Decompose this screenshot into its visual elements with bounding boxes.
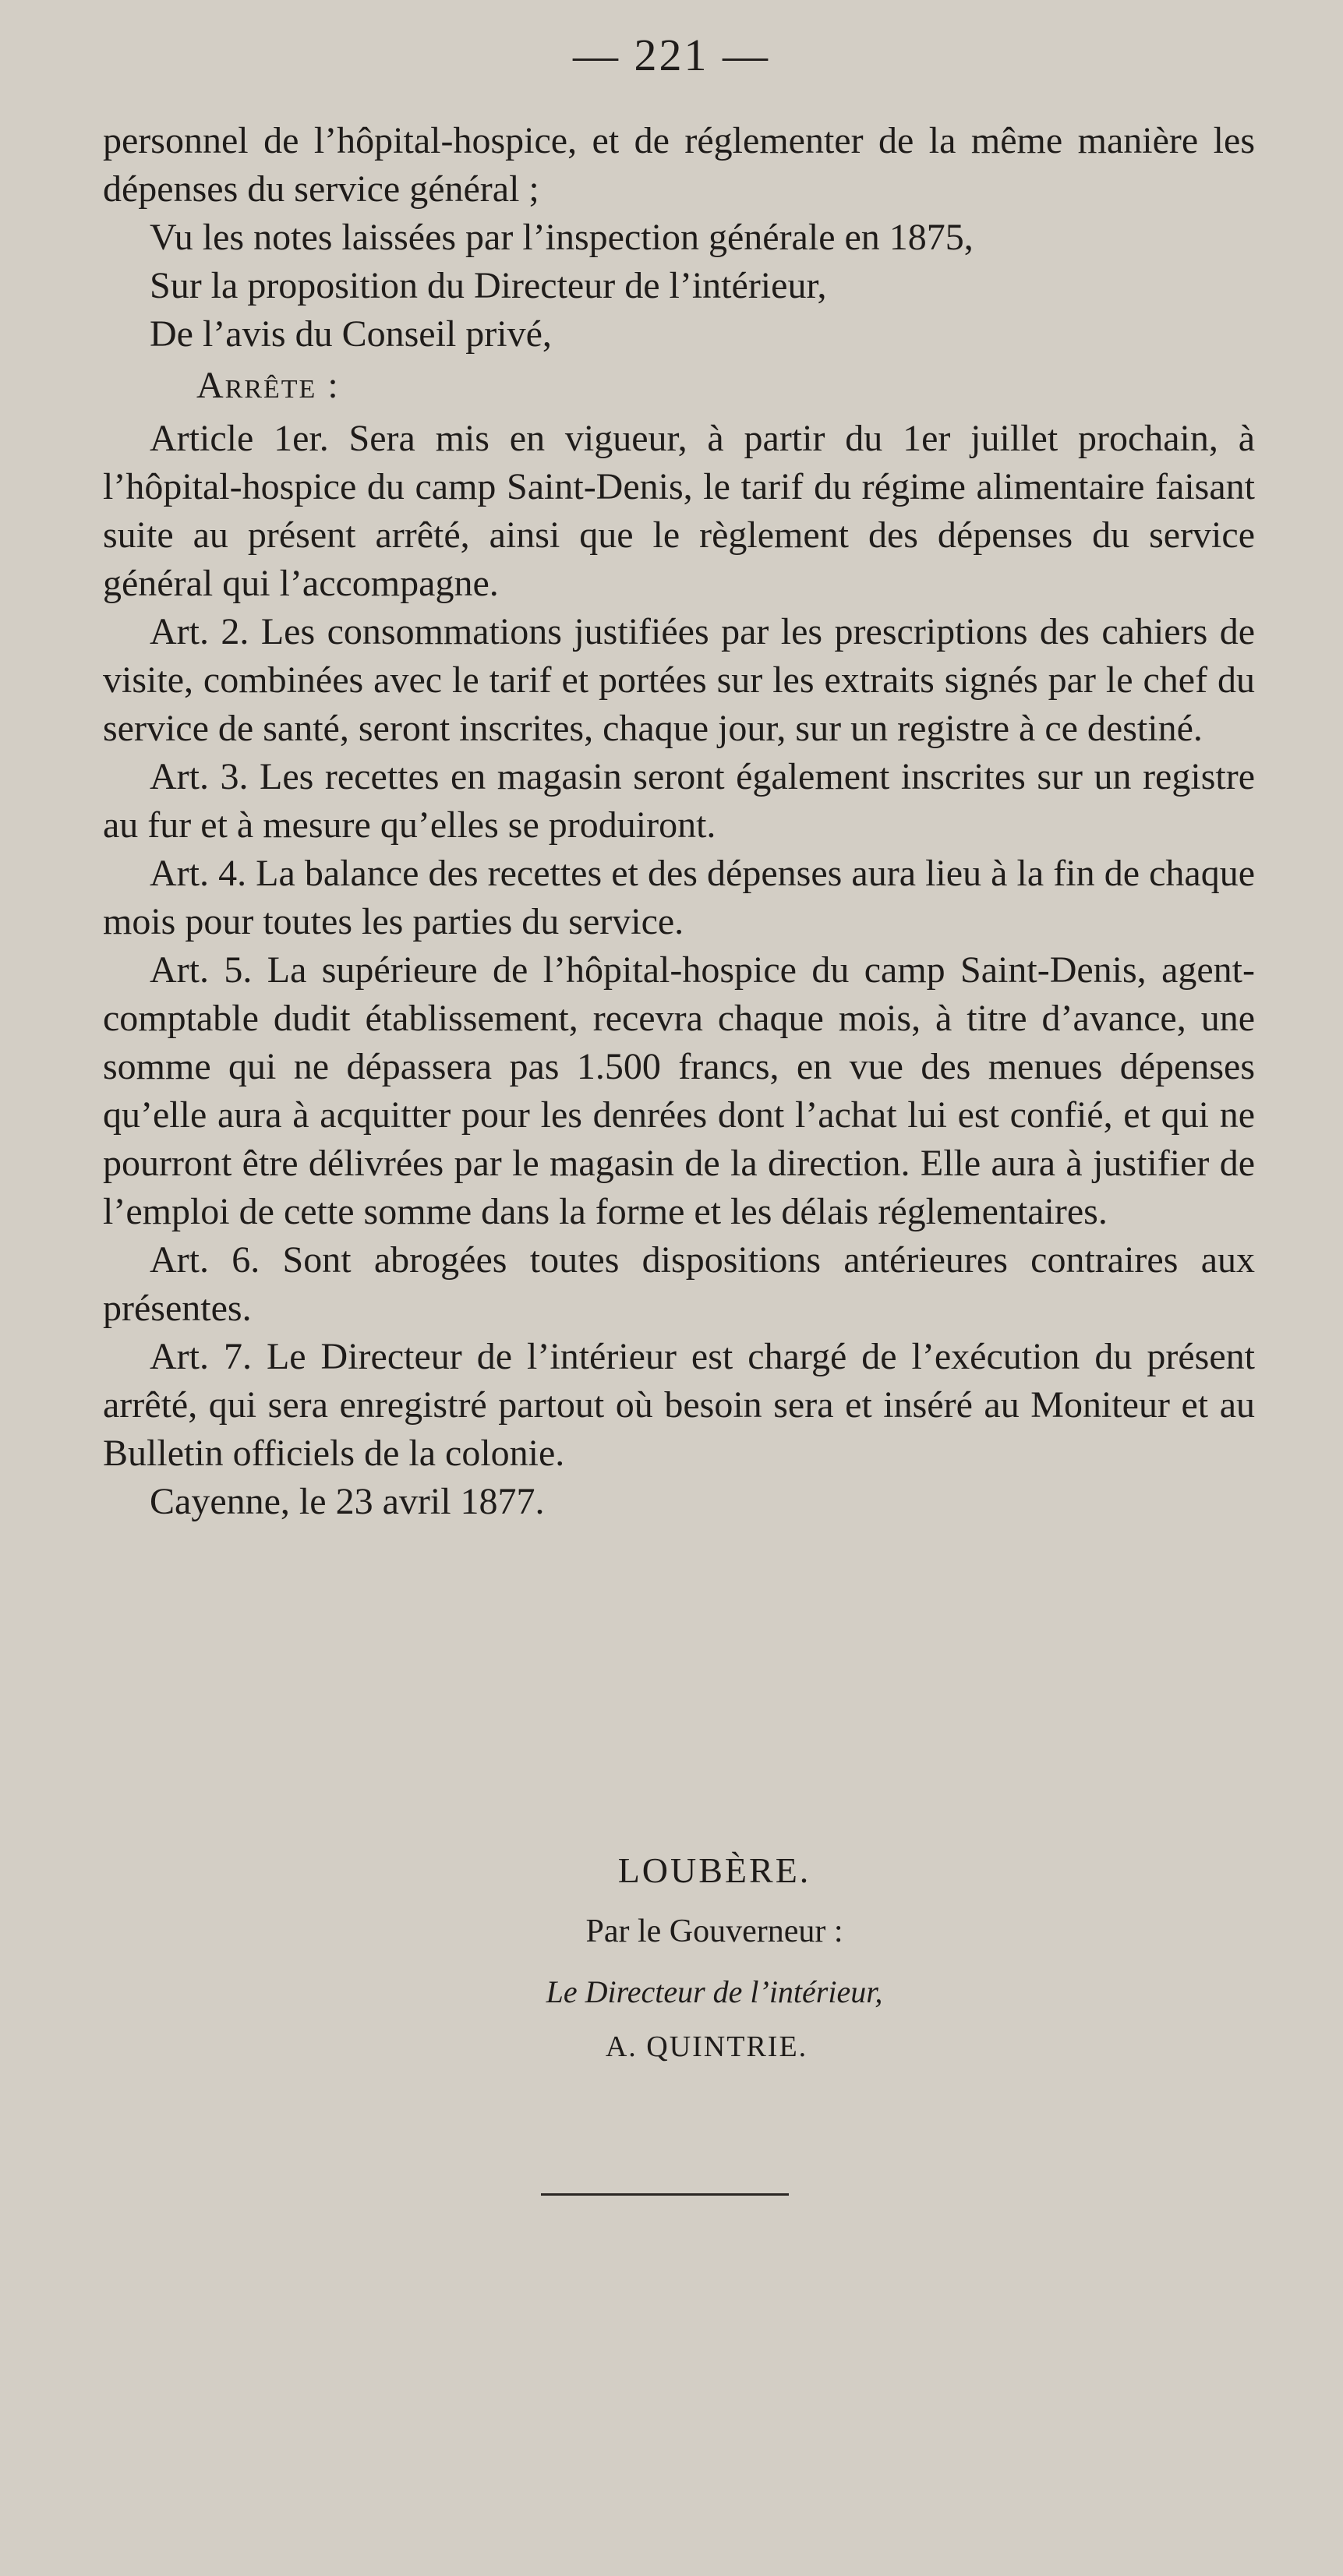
vu-paragraph: Vu les notes laissées par l’inspection générale en 1875,	[150, 217, 974, 258]
signature-name: LOUBÈRE.	[617, 1850, 811, 1890]
article-1: Article 1er. Sera mis en vigueur, à partir du 1er juillet prochain, à l’hôpital-hospice du camp Saint-Denis, le tarif du régime alimentaire faisant suite au présent arrêté, ainsi que le règlement des dépenses du service général qui l’accompagne.	[103, 418, 1255, 604]
proposition-paragraph: Sur la proposition du Directeur de l’intérieur,	[150, 265, 827, 306]
signature-person: A. QUINTRIE.	[605, 2030, 808, 2063]
signature-title: Le Directeur de l’intérieur,	[546, 1974, 883, 2009]
article-7: Art. 7. Le Directeur de l’intérieur est chargé de l’exécution du présent arrêté, qui sera enregistré partout où besoin sera et inséré au Moniteur et au Bulletin officiels de la colonie.	[103, 1336, 1255, 1474]
article-5: Art. 5. La supérieure de l’hôpital-hospice du camp Saint-Denis, agent-comptable dudit établissement, recevra chaque mois, à titre d’avance, une somme qui ne dépassera pas 1.500 francs, en vue des menues dépenses qu’elle aura à acquitter pour les denrées dont l’achat lui est confié, et qui ne pourront être délivrées par le magasin de la direction. Elle aura à justifier de l’emploi de cette somme dans la forme et les délais réglementaires.	[103, 949, 1255, 1232]
place-date: Cayenne, le 23 avril 1877.	[150, 1481, 545, 1522]
avis-paragraph: De l’avis du Conseil privé,	[150, 313, 552, 355]
article-4: Art. 4. La balance des recettes et des dépenses aura lieu à la fin de chaque mois pour toutes les parties du service.	[103, 853, 1255, 942]
article-3: Art. 3. Les recettes en magasin seront également inscrites sur un registre au fur et à mesure qu’elles se produiront.	[103, 756, 1255, 846]
intro-paragraph: personnel de l’hôpital-hospice, et de réglementer de la même manière les dépenses du service général ;	[103, 120, 1255, 210]
article-6: Art. 6. Sont abrogées toutes dispositions antérieures contraires aux présentes.	[103, 1239, 1255, 1329]
document-body	[103, 117, 1255, 1526]
signature-par: Par le Gouverneur :	[585, 1913, 843, 1949]
article-2: Art. 2. Les consommations justifiées par les prescriptions des cahiers de visite, combinées avec le tarif et portées sur les extraits signés par le chef du service de santé, seront inscrites, chaque jour, sur un registre à ce destiné.	[103, 611, 1255, 749]
signature-block	[0, 1846, 1343, 2070]
page-number: — 221 —	[573, 30, 770, 80]
arrete-heading: Arrête :	[196, 365, 340, 406]
closing-rule	[541, 2193, 789, 2196]
